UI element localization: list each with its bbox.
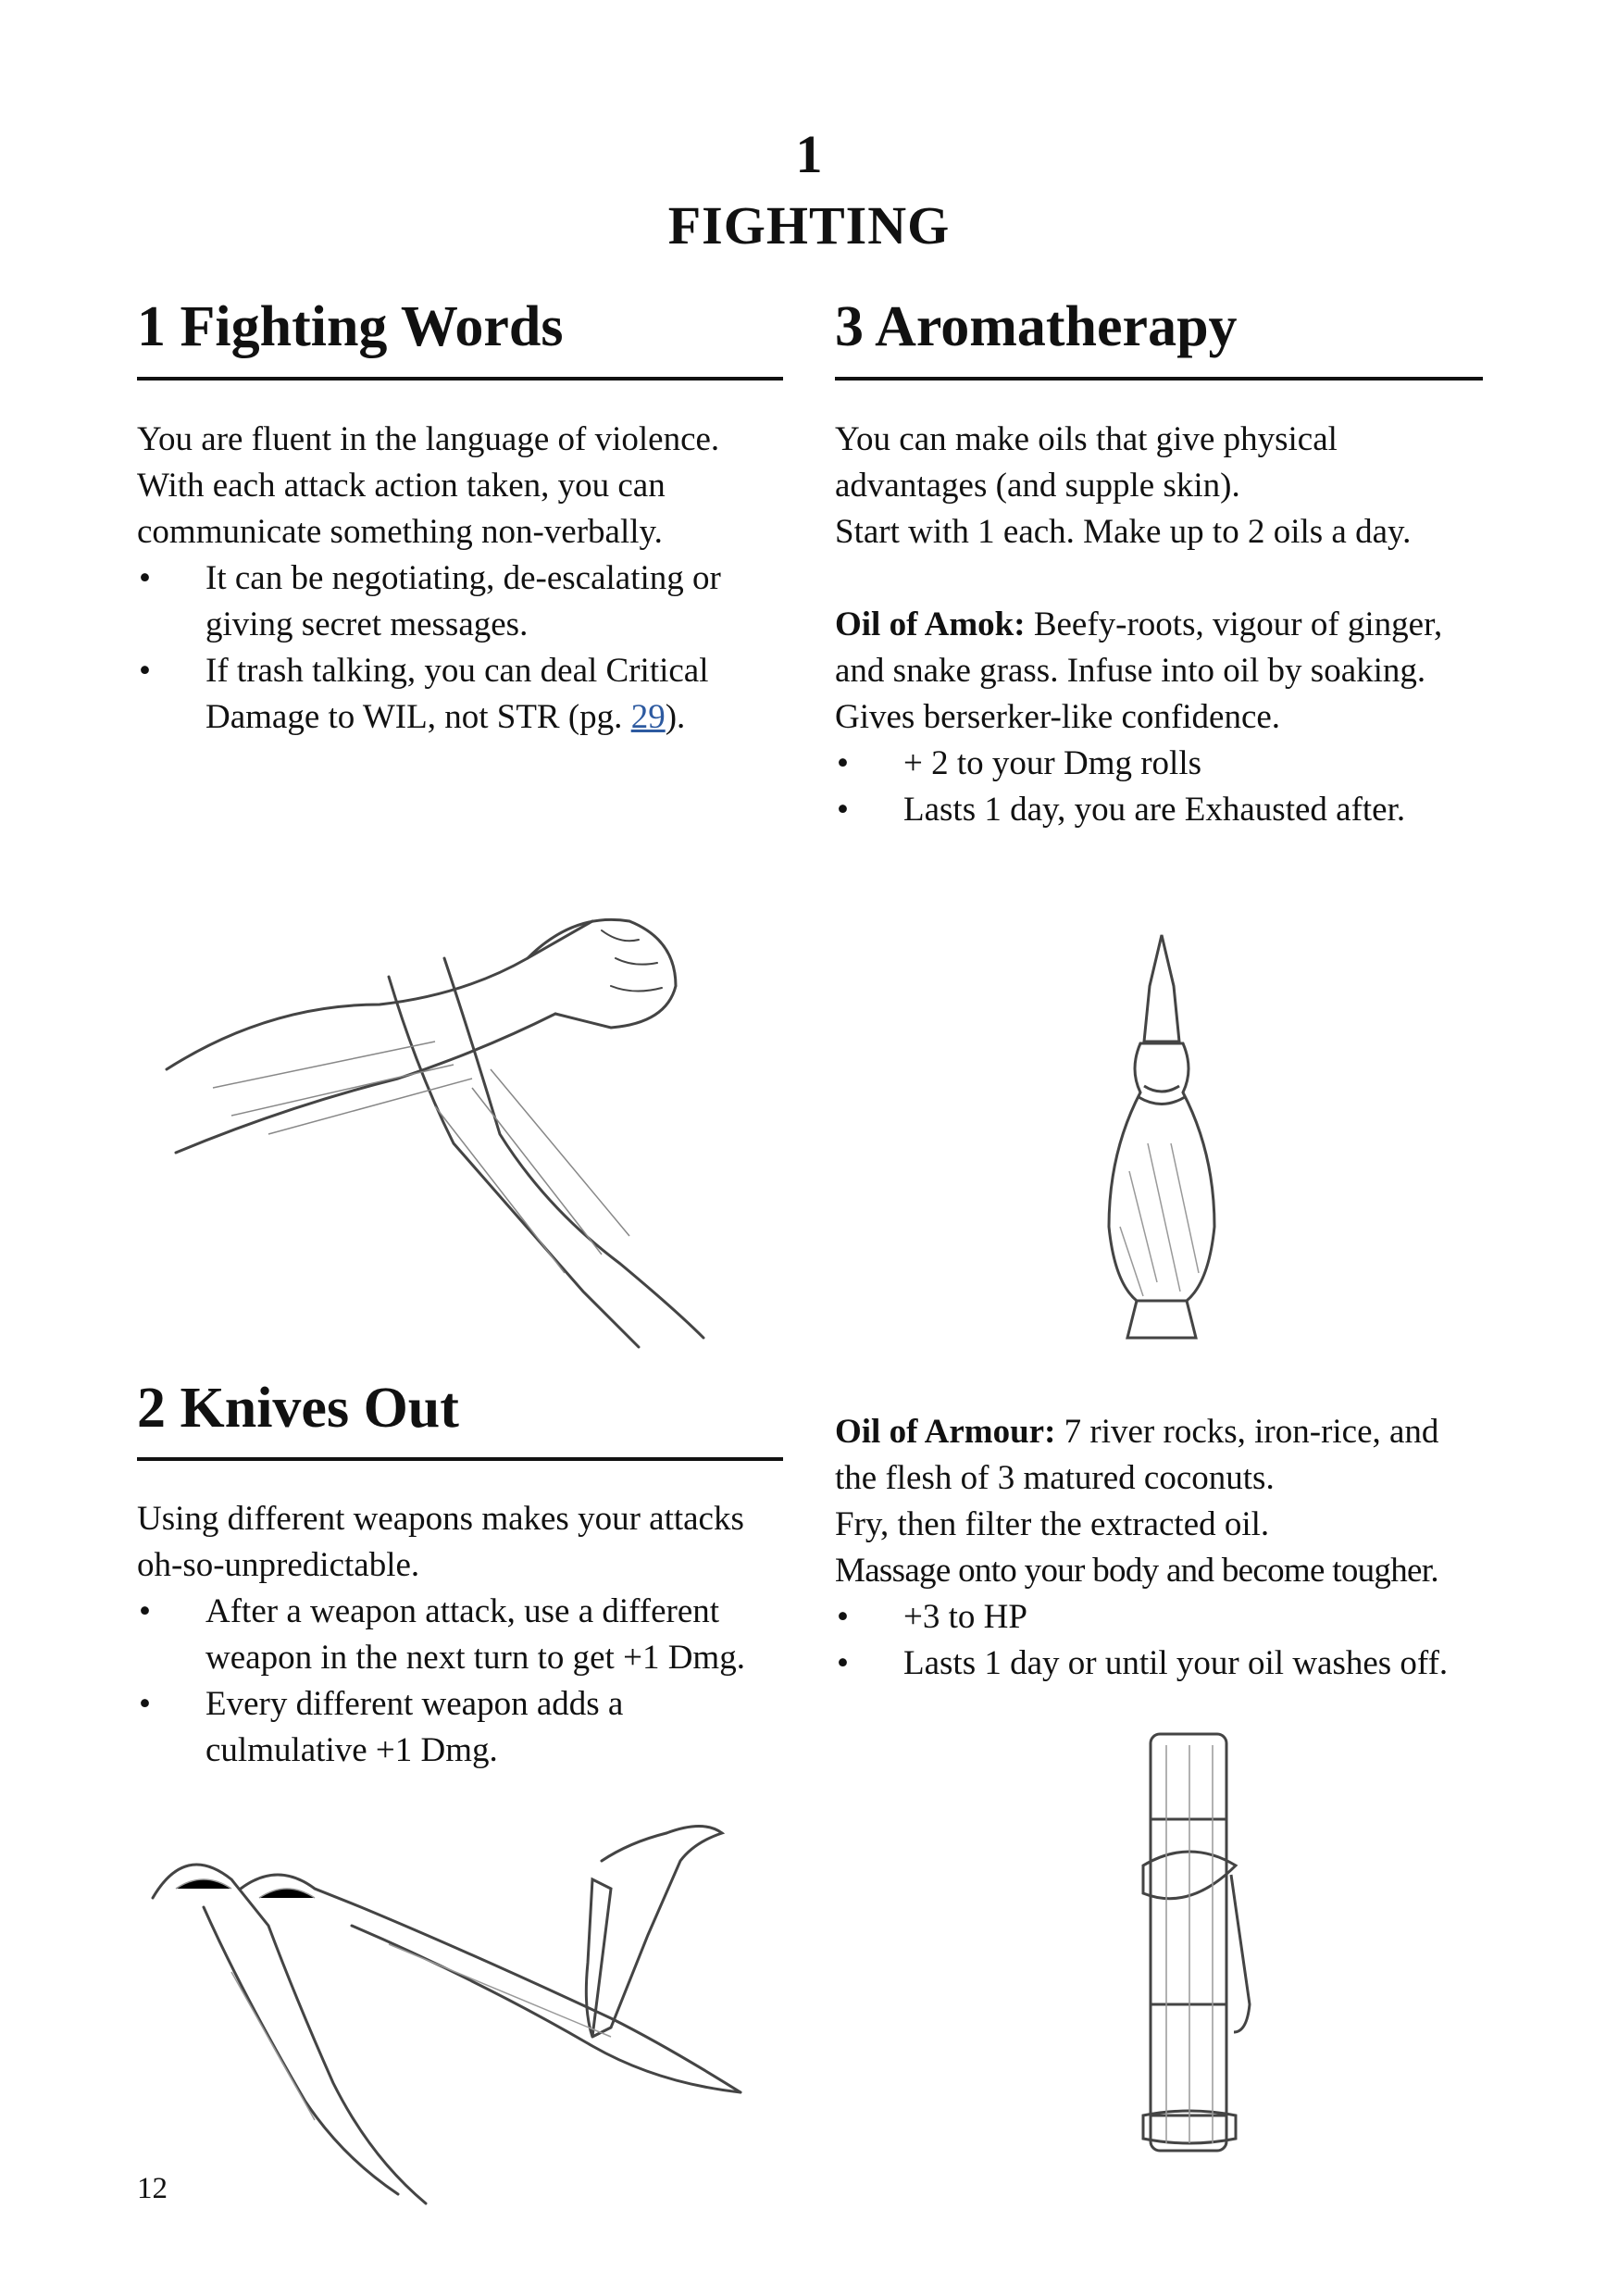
body-line: communicate something non-verbally. (137, 513, 663, 551)
aromatherapy-body (835, 417, 1501, 833)
body-line: Gives berserker-like confidence. (835, 698, 1281, 736)
bullet-item (137, 555, 794, 648)
bullet-text: ). (665, 698, 686, 736)
body-line: oh-so-unpredictable. (137, 1546, 420, 1584)
fighting-words-body (137, 417, 794, 741)
oil-of-amok-label: Oil of Amok: (835, 605, 1026, 643)
body-line: Massage onto your body and become tougher. (835, 1552, 1438, 1590)
bullet-item (835, 741, 1501, 787)
body-line: and snake grass. Infuse into oil by soaking. (835, 652, 1426, 690)
bullet-line: • Lasts 1 day or until your oil washes off. (903, 1644, 1449, 1682)
body-line (835, 602, 1501, 648)
body-line: Start with 1 each. Make up to 2 oils a day. (835, 513, 1412, 551)
bullet-item (835, 1641, 1501, 1687)
knives-out-body (137, 1496, 803, 1774)
bullet-item (137, 648, 794, 741)
body-line (835, 1409, 1501, 1455)
bullet-line: • Lasts 1 day, you are Exhausted after. (903, 791, 1406, 829)
bullet-line: giving secret messages. (205, 605, 529, 643)
bullet-item (137, 1681, 803, 1774)
section-rule (137, 377, 783, 381)
bullet-line: weapon in the next turn to get +1 Dmg. (205, 1639, 745, 1677)
oil-of-armour-label: Oil of Armour: (835, 1413, 1056, 1451)
section-title-fighting-words: 1 Fighting Words (137, 295, 564, 358)
bullet-line (205, 694, 794, 741)
bullet-item (835, 1594, 1501, 1641)
section-rule (137, 1457, 783, 1461)
bullet-line: • + 2 to your Dmg rolls (903, 744, 1201, 782)
bullet-item (137, 1589, 803, 1681)
bullet-line: • If trash talking, you can deal Critical (205, 652, 709, 690)
bullet-text: Damage to WIL, not STR (pg. (205, 698, 631, 736)
chapter-title: FIGHTING (667, 195, 951, 256)
chapter-number: 1 (795, 124, 823, 184)
page-29-link[interactable]: 29 (630, 698, 666, 736)
body-text: 7 river rocks, iron-rice, and (1055, 1413, 1439, 1451)
body-line: You can make oils that give physical (835, 420, 1338, 458)
section-title-aromatherapy: 3 Aromatherapy (835, 295, 1238, 358)
crossed-arms-illustration (157, 903, 750, 1356)
bullet-line: • +3 to HP (903, 1598, 1027, 1636)
bullet-line: • After a weapon attack, use a different (205, 1592, 720, 1630)
body-text: Beefy-roots, vigour of ginger, (1025, 605, 1443, 643)
bamboo-tube-illustration (1125, 1727, 1254, 2162)
body-line: Fry, then filter the extracted oil. (835, 1505, 1270, 1543)
bullet-item (835, 787, 1501, 833)
body-line: With each attack action taken, you can (137, 467, 666, 505)
body-line: You are fluent in the language of violence. (137, 420, 720, 458)
section-rule (835, 377, 1483, 381)
oil-bottle-illustration (1092, 930, 1231, 1366)
body-line: advantages (and supple skin). (835, 467, 1240, 505)
oil-of-armour-body (835, 1409, 1501, 1687)
bullet-line: • It can be negotiating, de-escalating or (205, 559, 721, 597)
body-line: the flesh of 3 matured coconuts. (835, 1459, 1275, 1497)
knives-illustration (148, 1824, 759, 2213)
section-title-knives-out: 2 Knives Out (137, 1377, 459, 1440)
bullet-line: • Every different weapon adds a (205, 1685, 624, 1723)
body-line: Using different weapons makes your attacks (137, 1500, 744, 1538)
bullet-line: culmulative +1 Dmg. (205, 1731, 498, 1769)
page-number: 12 (137, 2172, 168, 2205)
